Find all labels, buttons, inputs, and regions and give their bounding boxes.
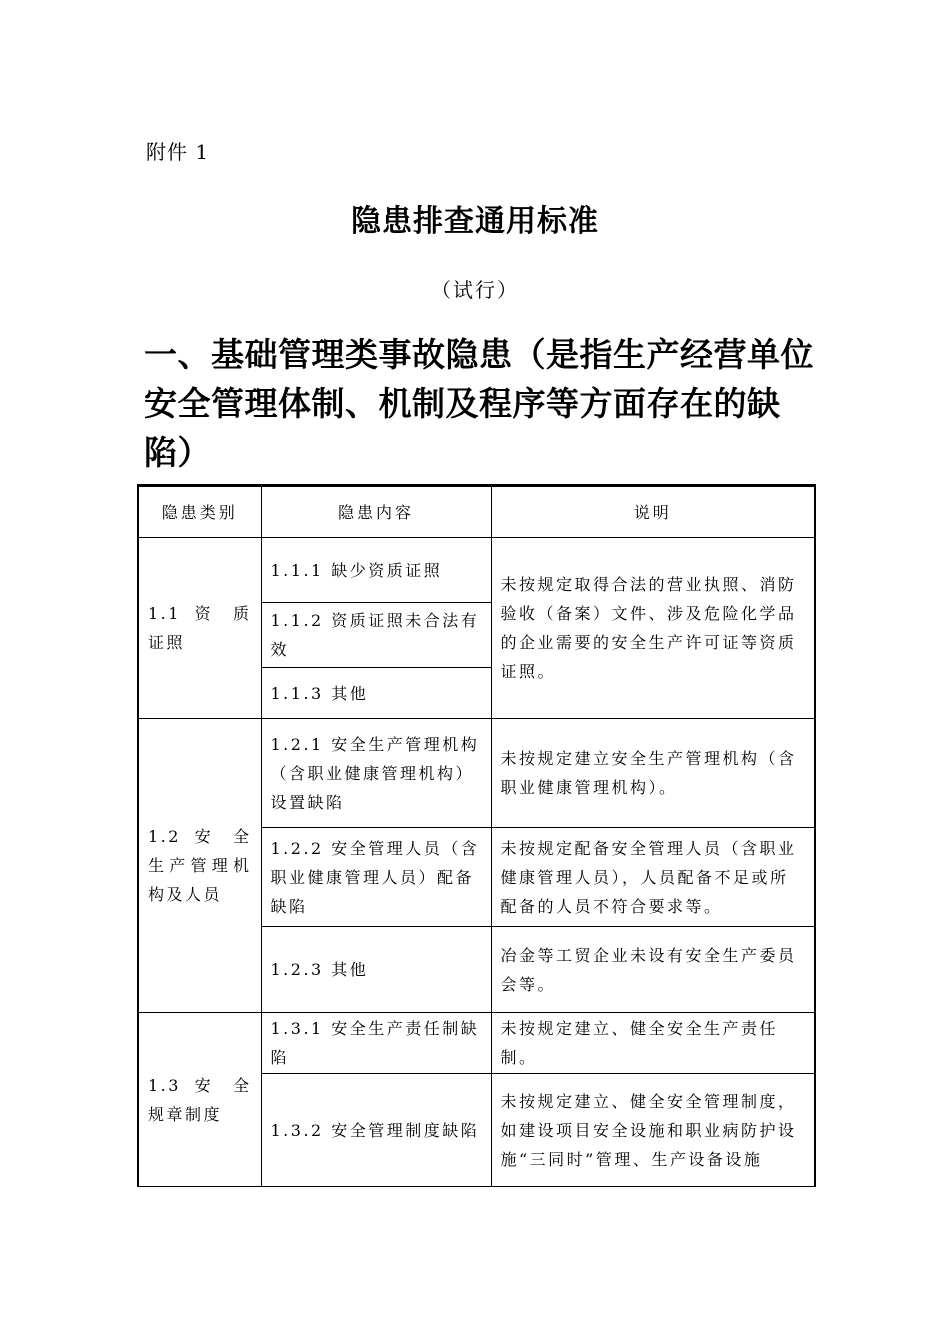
document-title: 隐患排查通用标准 <box>351 204 599 239</box>
column-header-content: 隐患内容 <box>261 486 491 538</box>
note-cell: 未按规定建立安全生产管理机构（含职业健康管理机构）。 <box>491 719 815 828</box>
note-cell: 未按规定建立、健全安全管理制度，如建设项目安全设施和职业病防护设施“三同时”管理、生产设备设施 <box>491 1074 815 1187</box>
content-cell: 1.2.2 安全管理人员（含职业健康管理人员）配备缺陷 <box>261 828 491 927</box>
note-cell: 未按规定建立、健全安全生产责任制。 <box>491 1013 815 1074</box>
category-cell: 1.1 资 质 证照 <box>138 538 261 719</box>
content-cell: 1.3.2 安全管理制度缺陷 <box>261 1074 491 1187</box>
content-cell: 1.3.1 安全生产责任制缺陷 <box>261 1013 491 1074</box>
content-cell: 1.2.3 其他 <box>261 927 491 1013</box>
section-heading: 一、基础管理类事故隐患（是指生产经营单位安全管理体制、机制及程序等方面存在的缺陷） <box>144 335 814 472</box>
content-cell: 1.1.2 资质证照未合法有效 <box>261 603 491 668</box>
content-cell: 1.1.1 缺少资质证照 <box>261 538 491 603</box>
hazard-standard-table <box>137 484 816 1187</box>
category-cell: 1.2 安 全 生产管理机构及人员 <box>138 719 261 1013</box>
content-cell: 1.2.1 安全生产管理机构（含职业健康管理机构）设置缺陷 <box>261 719 491 828</box>
column-header-note: 说明 <box>491 486 815 538</box>
column-header-category: 隐患类别 <box>138 486 261 538</box>
document-subtitle: （试行） <box>431 278 519 302</box>
note-cell: 未按规定配备安全管理人员（含职业健康管理人员），人员配备不足或所配备的人员不符合要求等。 <box>491 828 815 927</box>
content-cell: 1.1.3 其他 <box>261 668 491 719</box>
table-row <box>138 719 815 828</box>
table-row <box>138 538 815 603</box>
category-cell: 1.3 安 全 规章制度 <box>138 1013 261 1187</box>
table-header-row <box>138 486 815 538</box>
table-row <box>138 1013 815 1074</box>
attachment-label: 附件 1 <box>146 140 210 164</box>
note-cell: 未按规定取得合法的营业执照、消防验收（备案）文件、涉及危险化学品的企业需要的安全生产许可证等资质证照。 <box>491 538 815 719</box>
note-cell: 冶金等工贸企业未设有安全生产委员会等。 <box>491 927 815 1013</box>
